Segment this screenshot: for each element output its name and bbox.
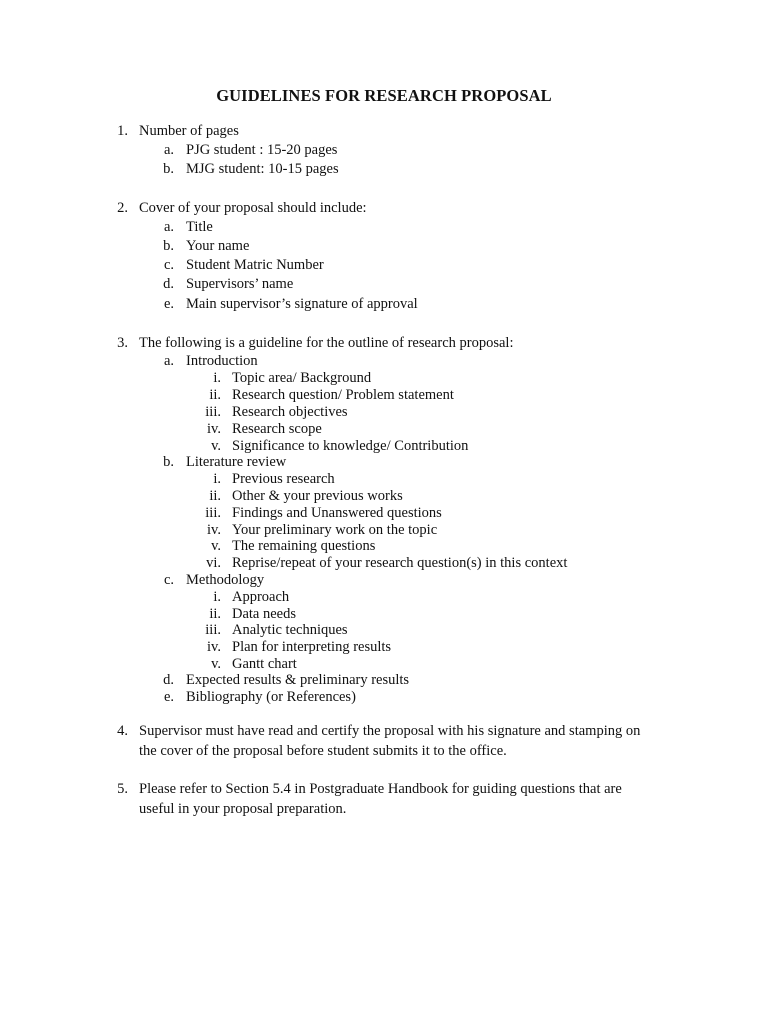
subitem-marker: v. <box>211 438 221 454</box>
list-item: Student Matric Number <box>186 257 324 273</box>
item-marker: e. <box>163 296 174 312</box>
section-heading: Cover of your proposal should include: <box>139 200 367 216</box>
sub-list-item: The remaining questions <box>232 538 376 554</box>
list-item: Expected results & preliminary results <box>186 672 410 688</box>
section-number: 3. <box>117 335 128 351</box>
subitem-marker: v. <box>211 656 221 672</box>
list-item: Supervisors’ name <box>186 276 294 292</box>
item-marker: b. <box>163 454 174 470</box>
item-marker: d. <box>163 672 174 688</box>
item-marker: a. <box>163 353 174 369</box>
sub-list-item: Previous research <box>232 471 335 487</box>
sub-list-item: Research scope <box>232 421 322 437</box>
paragraph-line: Please refer to Section 5.4 in Postgraduate Handbook for guiding questions that are <box>139 781 622 797</box>
subitem-marker: ii. <box>209 387 221 403</box>
sub-list-item: Approach <box>232 589 290 605</box>
list-item: PJG student : 15-20 pages <box>186 142 338 158</box>
sub-list-item: Reprise/repeat of your research question(s) in this context <box>232 555 568 571</box>
sub-list-item: Plan for interpreting results <box>232 639 392 655</box>
subitem-marker: iii. <box>205 622 221 638</box>
item-marker: b. <box>163 161 174 177</box>
subitem-marker: i. <box>213 471 221 487</box>
subitem-marker: i. <box>213 370 221 386</box>
subitem-marker: i. <box>213 589 221 605</box>
item-marker: c. <box>163 257 174 273</box>
paragraph-line: the cover of the proposal before student submits it to the office. <box>139 743 507 759</box>
list-item: Bibliography (or References) <box>186 689 356 705</box>
list-item: Methodology <box>186 572 265 588</box>
subitem-marker: iii. <box>205 505 221 521</box>
section-heading: The following is a guideline for the outline of research proposal: <box>139 335 514 351</box>
section-number: 4. <box>117 723 128 739</box>
sub-list-item: Gantt chart <box>232 656 297 672</box>
item-marker: b. <box>163 238 174 254</box>
subitem-marker: iv. <box>207 522 221 538</box>
sub-list-item: Research objectives <box>232 404 348 420</box>
subitem-marker: iv. <box>207 421 221 437</box>
sub-list-item: Data needs <box>232 606 297 622</box>
item-marker: a. <box>163 142 174 158</box>
subitem-marker: iii. <box>205 404 221 420</box>
item-marker: c. <box>163 572 174 588</box>
list-item: MJG student: 10-15 pages <box>186 161 339 177</box>
sub-list-item: Findings and Unanswered questions <box>232 505 442 521</box>
sub-list-item: Research question/ Problem statement <box>232 387 454 403</box>
subitem-marker: ii. <box>209 488 221 504</box>
section-number: 2. <box>117 200 128 216</box>
list-item: Title <box>186 219 213 235</box>
list-item: Literature review <box>186 454 287 470</box>
item-marker: d. <box>163 276 174 292</box>
paragraph-line: useful in your proposal preparation. <box>139 801 347 817</box>
subitem-marker: ii. <box>209 606 221 622</box>
list-item: Introduction <box>186 353 258 369</box>
item-marker: a. <box>163 219 174 235</box>
list-item: Main supervisor’s signature of approval <box>186 296 418 312</box>
subitem-marker: vi. <box>206 555 221 571</box>
list-item: Your name <box>186 238 250 254</box>
document-title: GUIDELINES FOR RESEARCH PROPOSAL <box>216 86 552 105</box>
item-marker: e. <box>163 689 174 705</box>
section-number: 1. <box>117 123 128 139</box>
section-heading: Number of pages <box>139 123 239 139</box>
sub-list-item: Your preliminary work on the topic <box>232 522 438 538</box>
sub-list-item: Other & your previous works <box>232 488 403 504</box>
subitem-marker: v. <box>211 538 221 554</box>
sub-list-item: Significance to knowledge/ Contribution <box>232 438 469 454</box>
section-number: 5. <box>117 781 128 797</box>
subitem-marker: iv. <box>207 639 221 655</box>
sub-list-item: Topic area/ Background <box>232 370 372 386</box>
sub-list-item: Analytic techniques <box>232 622 348 638</box>
paragraph-line: Supervisor must have read and certify the proposal with his signature and stamping on <box>139 723 641 739</box>
